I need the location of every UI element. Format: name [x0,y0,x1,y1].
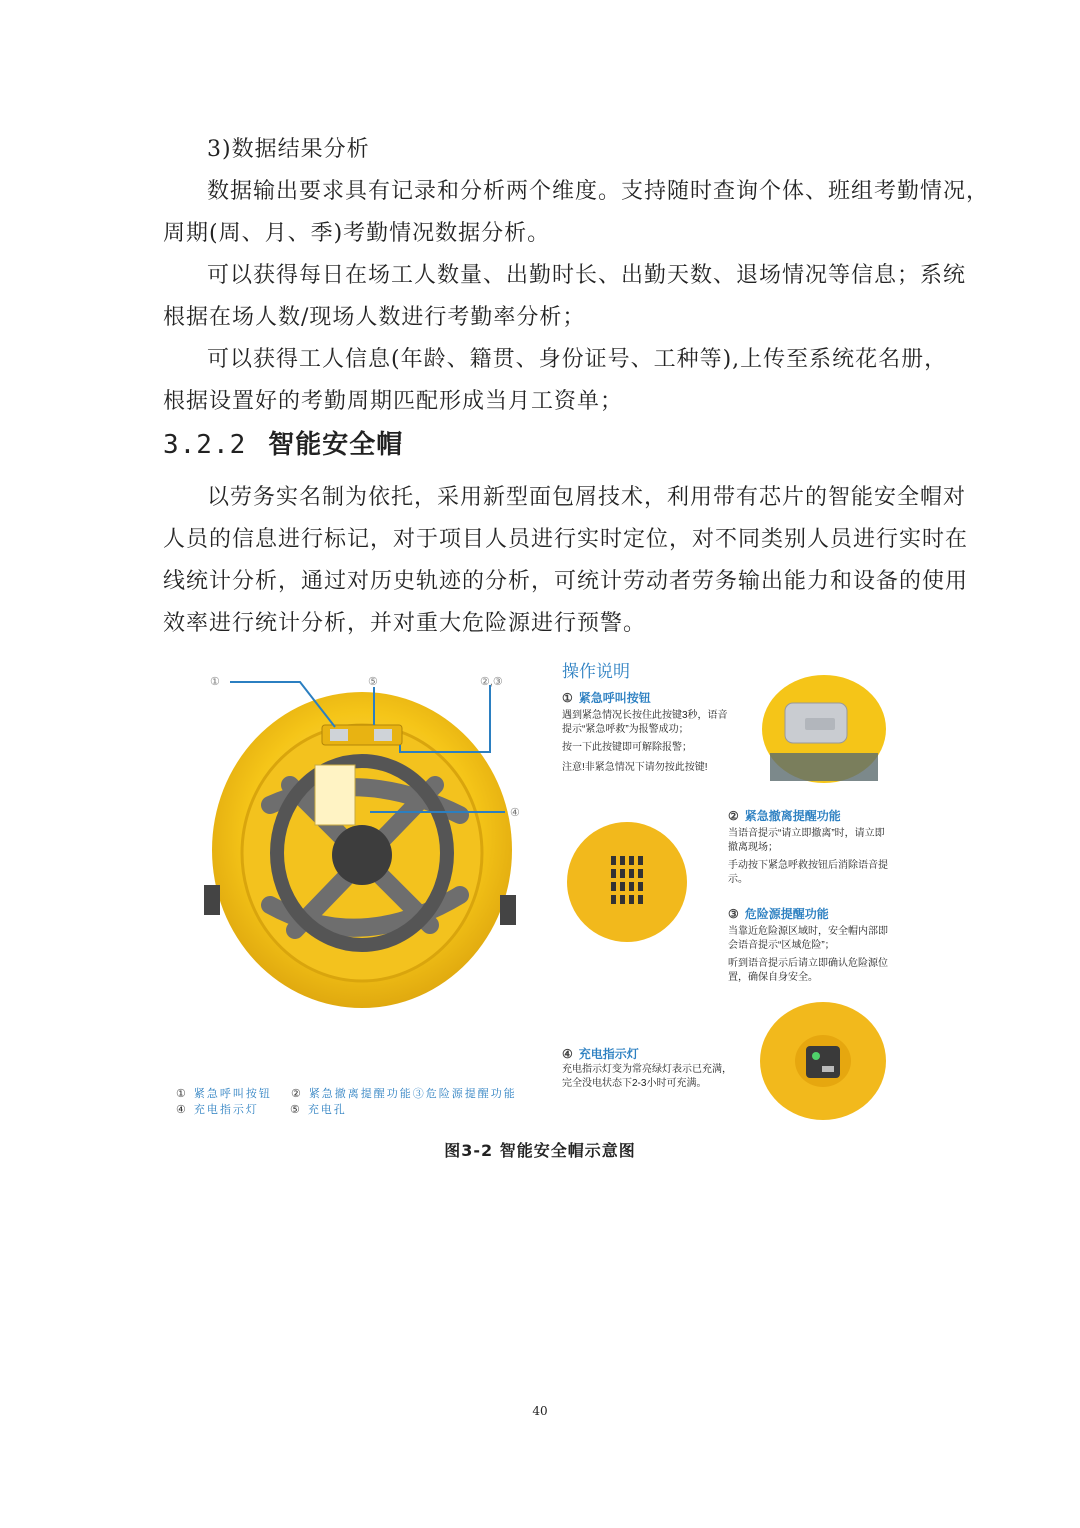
section-heading [163,424,403,461]
item3-line: 置，确保自身安全。 [728,972,818,983]
callout-1: ① [210,676,220,688]
legend-row-2 [176,1101,347,1117]
item4-line: 充电指示灯变为常亮绿灯表示已充满， [562,1064,732,1075]
paragraph-line: 数据输出要求具有记录和分析两个维度。支持随时查询个体、班组考勤情况， [207,179,990,204]
legend-label: 紧急呼叫按钮 [193,1088,272,1100]
legend-number: ④ [176,1104,188,1116]
section-number: 3.2.2 [163,430,247,460]
item1-title: 紧急呼叫按钮 [578,691,651,705]
item3-number: ③ [728,907,739,921]
item2-heading [728,807,841,824]
item4-heading [562,1045,639,1062]
item2-line: 当语音提示“请立即撤离”时，请立即 [728,828,885,839]
item1-warning: 注意!非紧急情况下请勿按此按键! [562,762,708,773]
page-number: 40 [532,1404,548,1418]
charging-indicator-image [758,1000,888,1122]
item1-text [562,709,728,775]
legend-number: ① [176,1088,188,1100]
paragraph-line: 效率进行统计分析，并对重大危险源进行预警。 [163,611,647,636]
paragraph-line: 周期(周、月、季)考勤情况数据分析。 [163,221,551,246]
emergency-button-image [760,673,888,785]
helmet-underside-image [160,655,550,1085]
paragraph-line: 线统计分析，通过对历史轨迹的分析，可统计劳动者劳务输出能力和设备的使用 [163,569,969,594]
callout-4: ④ [510,807,520,819]
callout-5: ⑤ [368,676,378,688]
item4-number: ④ [562,1047,573,1061]
paragraph-line: 人员的信息进行标记，对于项目人员进行实时定位，对不同类别人员进行实时在 [163,527,969,552]
item2-line: 手动按下紧急呼救按钮后消除语音提 [728,860,888,871]
item3-line: 听到语音提示后请立即确认危险源位 [728,958,888,969]
item1-heading [562,689,651,706]
speaker-image [565,820,690,945]
paragraph-line: 以劳务实名制为依托，采用新型面包屑技术，利用带有芯片的智能安全帽对 [207,485,967,510]
item4-line: 完全没电状态下2-3小时可充满。 [562,1078,707,1089]
item2-text [728,827,888,887]
helmet-figure [160,655,920,1125]
legend-number: ② [290,1088,303,1100]
ops-title: 操作说明 [562,662,630,681]
item2-number: ② [728,809,739,823]
item1-line: 按一下此按键即可解除报警； [562,742,692,753]
item3-heading [728,905,829,922]
item3-line: 当靠近危险源区域时，安全帽内部即 [728,926,888,937]
item3-line: 会语音提示“区域危险”； [728,940,835,951]
item3-text [728,925,888,985]
figure-caption: 图3-2 智能安全帽示意图 [444,1141,636,1160]
paragraph-line: 可以获得每日在场工人数量、出勤时长、出勤天数、退场情况等信息；系统 [207,263,967,288]
legend-label: 充电孔 [307,1104,347,1116]
legend-number: ⑤ [289,1104,302,1116]
item2-title: 紧急撤离提醒功能 [744,809,841,823]
legend-label: 紧急撤离提醒功能③危险源提醒功能 [308,1088,517,1100]
callout-2-3: ②,③ [480,676,503,688]
item1-line: 提示“紧急呼救”为报警成功； [562,724,689,735]
item4-title: 充电指示灯 [578,1047,639,1061]
paragraph-line: 可以获得工人信息(年龄、籍贯、身份证号、工种等),上传至系统花名册， [207,347,948,372]
legend-row-1 [176,1085,517,1101]
item2-line: 示。 [728,874,748,885]
paragraph-line: 根据在场人数/现场人数进行考勤率分析； [163,305,586,330]
paragraph-line: 根据设置好的考勤周期匹配形成当月工资单； [163,389,624,414]
item4-text [562,1063,732,1091]
item3-title: 危险源提醒功能 [744,907,829,921]
item1-number: ① [562,691,573,705]
item2-line: 撤离现场； [728,842,778,853]
legend-label: 充电指示灯 [193,1104,259,1116]
section-title: 智能安全帽 [268,430,404,460]
subheading-data-analysis: 3)数据结果分析 [207,137,370,162]
item1-line: 遇到紧急情况长按住此按键3秒，语音 [562,710,728,721]
